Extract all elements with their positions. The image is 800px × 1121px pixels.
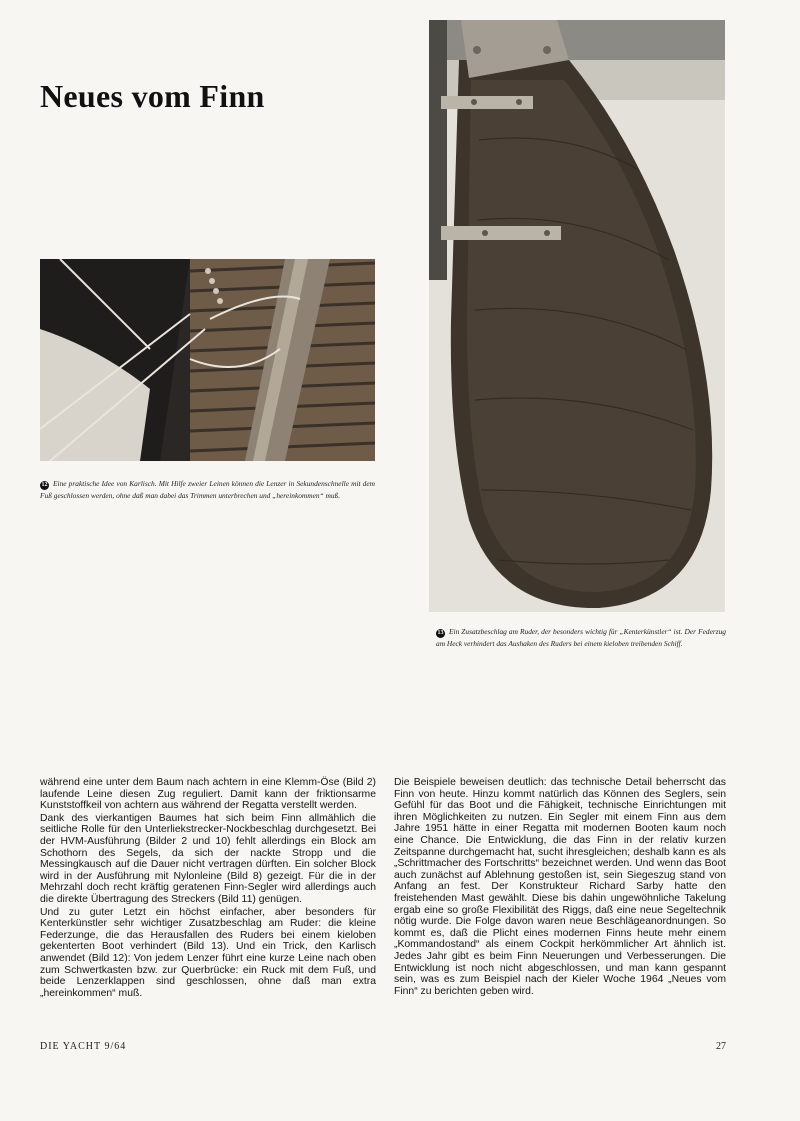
body-column-right <box>394 777 726 998</box>
figure-number-badge: 13 <box>437 630 444 636</box>
body-column-left <box>40 777 376 1000</box>
body-paragraph: Dank des vierkantigen Baumes hat sich beim Finn allmählich die seitliche Rolle für den Unterliekstrecker-Nockbeschlag durchgesetzt. Bei der HVM-Ausführung (Bilder 2 und 10) fehlt allerdings ein Block am Schothorn des Segels, da sich der nackte Stropp und die Messingkausch auf die Dauer nicht vertragen dürften. Ein solcher Block wird in der Ausführung mit Nylonleine (Bild 8) gezeigt. Für die in der Mehrzahl doch recht kräftig geratenen Finn-Segler wird allerdings auch die direkte Übertragung des Streckers (Bild 11) genügen. <box>40 812 376 905</box>
body-paragraph: während eine unter dem Baum nach achtern in eine Klemm-Öse (Bild 2) laufende Leine diesen Zug reguliert. Damit kann der friktionsarme Kunststoffkeil von achtern aus während der Regatta verstellt werden. <box>40 777 376 812</box>
photo-rudder <box>429 20 725 612</box>
body-paragraph: Die Beispiele beweisen deutlich: das technische Detail beherrscht das Finn von heute. Hinzu kommt natürlich das Können des Seglers, sein Gefühl für das Boot und die Fähigkeit, technische Einrichtungen mit ihren Möglichkeiten zu nutzen. Ein Segler mit einem Finn aus dem Jahre 1951 hätte in einer Regatta mit modernen Booten kaum noch eine Chance. Die Entwicklung, die das Finn in der relativ kurzen Zeitspanne durchgemacht hat, sucht ihresgleichen; deshalb kann es als „Schrittmacher des Fortschritts“ bezeichnet werden. Und wenn das Boot auch zunächst auf Ablehnung gestoßen ist, sein Siegeszug stand von Anfang an fest. Der Konstrukteur Richard Sarby hatte den freistehenden Mast gewählt. Diese bis dahin ungewöhnliche Takelung ergab eine so große Flexibilität des Riggs, daß eine neue Segeltechnik nötig wurde. Die Folge davon waren neue Beschlägeanordnungen. So kommt es, daß die Plicht eines modernen Finns heute mehr einem „Kommandostand“ als einem Cockpit herkömmlicher Art ähnlich ist. Jedes Jahr gibt es beim Finn Neuerungen und Verbesserungen. Die Entwicklung ist noch nicht abgeschlossen, und man kann gespannt sein, was es zum Beispiel nach der Kieler Woche 1964 „Neues vom Finn“ zu berichten geben wird. <box>394 777 726 997</box>
photo-caption-12 <box>40 478 375 501</box>
page-number: 27 <box>716 1041 726 1052</box>
photo-bailer-lines <box>40 259 375 461</box>
body-paragraph: Und zu guter Letzt ein höchst einfacher, aber besonders für Kenterkünstler sehr wichtiger Zusatzbeschlag am Ruder: die kleine Federzunge, die das Herausfallen des Ruders bei einem kieloben gekenterten Boot verhindert (Bild 13). Und ein Trick, den Karlisch anwendet (Bild 12): Von jedem Lenzer führt eine kurze Leine nach oben zum Schwertkasten bzw. zur Querbrücke: ein Ruck mit dem Fuß, und beide Lenzerklappen sind geschlossen, ohne daß man extra „hereinkommen“ muß. <box>40 906 376 999</box>
caption-text: Ein Zusatzbeschlag am Ruder, der besonders wichtig für „Kenterkünstler“ ist. Der Federzug am Heck verhindert das Aushaken des Ruders bei einem kieloben treibenden Schiff. <box>436 627 726 648</box>
article-title: Neues vom Finn <box>40 78 265 114</box>
publication-footer: DIE YACHT 9/64 <box>40 1041 127 1052</box>
caption-text: Eine praktische Idee von Karlisch. Mit Hilfe zweier Leinen können die Lenzer in Sekundenschnelle mit dem Fuß geschlossen werden, ohne daß man dabei das Trimmen unterbrechen und „hereinkommen“ muß. <box>40 479 375 500</box>
figure-number-badge: 12 <box>41 482 48 488</box>
photo-caption-13 <box>436 626 726 649</box>
